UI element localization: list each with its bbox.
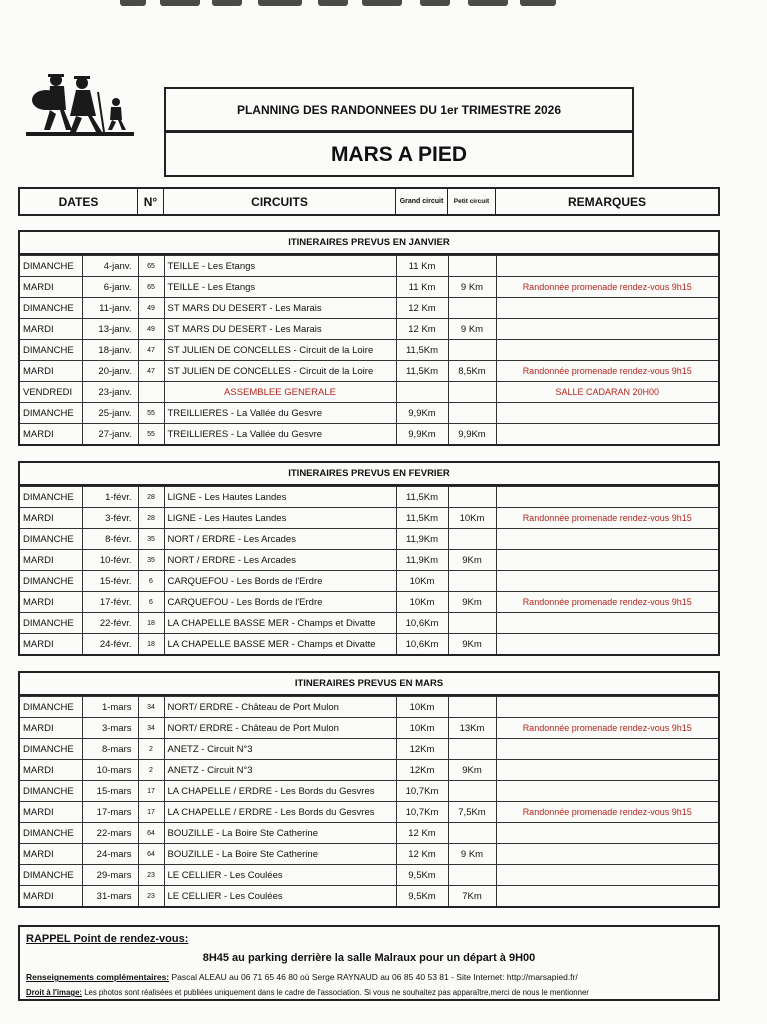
cell-petit-circuit	[448, 571, 496, 592]
table-row	[20, 403, 718, 424]
planning-title: PLANNING DES RANDONNEES DU 1er TRIMESTRE 2026	[164, 87, 634, 132]
table-row	[20, 760, 718, 781]
cell-circuit: CARQUEFOU - Les Bords de l'Erdre	[164, 592, 396, 613]
section-title: ITINERAIRES PREVUS EN JANVIER	[20, 232, 718, 255]
cell-day: DIMANCHE	[20, 781, 82, 802]
cell-circuit-number: 64	[138, 844, 164, 865]
cell-petit-circuit	[448, 256, 496, 277]
cell-grand-circuit: 11,5Km	[396, 340, 448, 361]
cell-remarque	[496, 298, 718, 319]
cell-date: 1-févr.	[82, 487, 138, 508]
table-row	[20, 802, 718, 823]
cell-day: DIMANCHE	[20, 697, 82, 718]
cell-circuit: TREILLIERES - La Vallée du Gesvre	[164, 403, 396, 424]
cell-petit-circuit: 9 Km	[448, 844, 496, 865]
cell-circuit: LA CHAPELLE / ERDRE - Les Bords du Gesvres	[164, 781, 396, 802]
cell-circuit-number: 18	[138, 613, 164, 634]
cell-grand-circuit: 9,9Km	[396, 424, 448, 445]
section-title: ITINERAIRES PREVUS EN FEVRIER	[20, 463, 718, 486]
cell-grand-circuit: 12 Km	[396, 844, 448, 865]
table-row	[20, 718, 718, 739]
cell-remarque: Randonnée promenade rendez-vous 9h15	[496, 508, 718, 529]
cell-petit-circuit: 13Km	[448, 718, 496, 739]
cell-grand-circuit: 11 Km	[396, 277, 448, 298]
cell-remarque: Randonnée promenade rendez-vous 9h15	[496, 802, 718, 823]
table-row	[20, 571, 718, 592]
cell-date: 13-janv.	[82, 319, 138, 340]
cell-petit-circuit: 9 Km	[448, 277, 496, 298]
cell-day: DIMANCHE	[20, 739, 82, 760]
cell-circuit-number: 23	[138, 886, 164, 907]
cell-remarque	[496, 256, 718, 277]
cell-circuit-number: 55	[138, 424, 164, 445]
cell-circuit: TEILLE - Les Etangs	[164, 256, 396, 277]
cell-date: 27-janv.	[82, 424, 138, 445]
cell-day: DIMANCHE	[20, 340, 82, 361]
col-petit-circuit: Petit circuit	[448, 189, 496, 214]
cell-day: MARDI	[20, 760, 82, 781]
cell-circuit: NORT / ERDRE - Les Arcades	[164, 550, 396, 571]
cell-remarque	[496, 319, 718, 340]
hikers-logo-icon	[26, 70, 134, 140]
cell-grand-circuit: 11,5Km	[396, 361, 448, 382]
cell-circuit-number: 2	[138, 739, 164, 760]
cell-remarque: Randonnée promenade rendez-vous 9h15	[496, 718, 718, 739]
cell-date: 3-févr.	[82, 508, 138, 529]
cell-grand-circuit: 10,7Km	[396, 781, 448, 802]
cell-circuit: BOUZILLE - La Boire Ste Catherine	[164, 823, 396, 844]
cell-circuit-number: 28	[138, 508, 164, 529]
table-row	[20, 823, 718, 844]
cell-grand-circuit: 11 Km	[396, 256, 448, 277]
cell-petit-circuit	[448, 487, 496, 508]
cell-petit-circuit: 9Km	[448, 760, 496, 781]
table-row	[20, 424, 718, 445]
cell-date: 17-mars	[82, 802, 138, 823]
cell-grand-circuit: 11,5Km	[396, 487, 448, 508]
cell-day: MARDI	[20, 634, 82, 655]
cell-circuit: LE CELLIER - Les Coulées	[164, 886, 396, 907]
cell-circuit-number: 49	[138, 319, 164, 340]
table-row	[20, 592, 718, 613]
cell-petit-circuit	[448, 697, 496, 718]
cell-date: 24-mars	[82, 844, 138, 865]
table-row	[20, 298, 718, 319]
cell-day: MARDI	[20, 361, 82, 382]
rights-label: Droit à l'image:	[26, 988, 83, 997]
section-mars	[18, 671, 720, 908]
cell-circuit: TREILLIERES - La Vallée du Gesvre	[164, 424, 396, 445]
cell-petit-circuit: 9Km	[448, 550, 496, 571]
cell-day: DIMANCHE	[20, 571, 82, 592]
table-row	[20, 781, 718, 802]
rights-text: Les photos sont réalisées et publiées uniquement dans le cadre de l'association. Si vous ne souhaitez pas apparaître,merci de nous le mentionner	[84, 988, 589, 997]
cell-date: 15-mars	[82, 781, 138, 802]
cell-grand-circuit: 10Km	[396, 592, 448, 613]
cell-date: 22-févr.	[82, 613, 138, 634]
cell-circuit: TEILLE - Les Etangs	[164, 277, 396, 298]
cell-grand-circuit: 10,6Km	[396, 634, 448, 655]
cell-petit-circuit: 10Km	[448, 508, 496, 529]
cell-petit-circuit	[448, 529, 496, 550]
cell-remarque: Randonnée promenade rendez-vous 9h15	[496, 592, 718, 613]
cell-remarque	[496, 634, 718, 655]
image-rights	[26, 988, 589, 997]
cell-remarque	[496, 739, 718, 760]
cell-circuit-number: 47	[138, 340, 164, 361]
cell-circuit: ANETZ - Circuit N°3	[164, 739, 396, 760]
col-circuits: CIRCUITS	[164, 189, 396, 214]
meeting-point: 8H45 au parking derrière la salle Malraux pour un départ à 9H00	[202, 952, 536, 964]
cell-date: 24-févr.	[82, 634, 138, 655]
cell-day: VENDREDI	[20, 382, 82, 403]
cell-circuit: LIGNE - Les Hautes Landes	[164, 508, 396, 529]
club-name: MARS A PIED	[164, 131, 634, 177]
cell-remarque: SALLE CADARAN 20H00	[496, 382, 718, 403]
cell-petit-circuit	[448, 823, 496, 844]
cell-day: MARDI	[20, 424, 82, 445]
cell-remarque	[496, 697, 718, 718]
cell-grand-circuit: 11,9Km	[396, 529, 448, 550]
cell-remarque	[496, 550, 718, 571]
table-row	[20, 508, 718, 529]
cell-circuit: BOUZILLE - La Boire Ste Catherine	[164, 844, 396, 865]
table-row	[20, 277, 718, 298]
cell-date: 6-janv.	[82, 277, 138, 298]
cell-remarque	[496, 823, 718, 844]
cell-remarque	[496, 886, 718, 907]
cell-remarque: Randonnée promenade rendez-vous 9h15	[496, 277, 718, 298]
cell-grand-circuit: 12Km	[396, 760, 448, 781]
table-row	[20, 697, 718, 718]
cell-circuit-number: 17	[138, 802, 164, 823]
cell-circuit-number: 64	[138, 823, 164, 844]
section-fevrier	[18, 461, 720, 656]
cell-date: 1-mars	[82, 697, 138, 718]
cell-circuit: LA CHAPELLE BASSE MER - Champs et Divatte	[164, 634, 396, 655]
cell-circuit: ST JULIEN DE CONCELLES - Circuit de la Loire	[164, 361, 396, 382]
cell-day: DIMANCHE	[20, 298, 82, 319]
cell-remarque	[496, 424, 718, 445]
cell-petit-circuit: 8,5Km	[448, 361, 496, 382]
cell-remarque	[496, 340, 718, 361]
cell-date: 11-janv.	[82, 298, 138, 319]
table-row	[20, 361, 718, 382]
cell-circuit-number: 35	[138, 529, 164, 550]
table-row	[20, 487, 718, 508]
cell-date: 17-févr.	[82, 592, 138, 613]
cell-petit-circuit	[448, 340, 496, 361]
cell-remarque	[496, 613, 718, 634]
cell-circuit: LE CELLIER - Les Coulées	[164, 865, 396, 886]
cell-remarque	[496, 760, 718, 781]
cell-grand-circuit: 10,6Km	[396, 613, 448, 634]
cell-petit-circuit	[448, 382, 496, 403]
cell-circuit-number: 2	[138, 760, 164, 781]
cell-grand-circuit: 12Km	[396, 739, 448, 760]
cell-day: MARDI	[20, 802, 82, 823]
cell-circuit: LIGNE - Les Hautes Landes	[164, 487, 396, 508]
cell-circuit: CARQUEFOU - Les Bords de l'Erdre	[164, 571, 396, 592]
info-label: Renseignements complémentaires:	[26, 972, 170, 982]
cell-petit-circuit: 9,9Km	[448, 424, 496, 445]
cell-circuit: ST MARS DU DESERT - Les Marais	[164, 319, 396, 340]
contact-info	[26, 972, 578, 982]
cell-date: 3-mars	[82, 718, 138, 739]
table-row	[20, 529, 718, 550]
col-remarques: REMARQUES	[567, 194, 646, 209]
cell-petit-circuit: 7Km	[448, 886, 496, 907]
cell-circuit: ANETZ - Circuit N°3	[164, 760, 396, 781]
column-header-bar	[18, 187, 720, 216]
cell-grand-circuit: 10Km	[396, 718, 448, 739]
cell-circuit-number: 34	[138, 718, 164, 739]
cell-circuit: NORT/ ERDRE - Château de Port Mulon	[164, 718, 396, 739]
cell-circuit-number: 49	[138, 298, 164, 319]
cell-date: 8-févr.	[82, 529, 138, 550]
cell-petit-circuit	[448, 298, 496, 319]
schedule-table	[20, 486, 718, 654]
cell-date: 22-mars	[82, 823, 138, 844]
cell-date: 10-mars	[82, 760, 138, 781]
cell-petit-circuit	[448, 403, 496, 424]
cell-date: 10-févr.	[82, 550, 138, 571]
cell-circuit-number: 17	[138, 781, 164, 802]
cell-petit-circuit: 7,5Km	[448, 802, 496, 823]
cell-circuit: NORT / ERDRE - Les Arcades	[164, 529, 396, 550]
section-title: ITINERAIRES PREVUS EN MARS	[20, 673, 718, 696]
cell-day: MARDI	[20, 550, 82, 571]
schedule-table	[20, 255, 718, 444]
table-row	[20, 844, 718, 865]
cell-circuit: NORT/ ERDRE - Château de Port Mulon	[164, 697, 396, 718]
cell-day: DIMANCHE	[20, 487, 82, 508]
col-dates: DATES	[20, 189, 138, 214]
col-grand-circuit: Grand circuit	[396, 189, 448, 214]
cell-day: MARDI	[20, 592, 82, 613]
cell-remarque: Randonnée promenade rendez-vous 9h15	[496, 361, 718, 382]
cell-circuit-number: 23	[138, 865, 164, 886]
table-row	[20, 634, 718, 655]
cell-day: MARDI	[20, 277, 82, 298]
cell-day: MARDI	[20, 508, 82, 529]
cell-circuit-number: 55	[138, 403, 164, 424]
cell-grand-circuit: 9,5Km	[396, 886, 448, 907]
cell-grand-circuit: 10,7Km	[396, 802, 448, 823]
cell-circuit: LA CHAPELLE BASSE MER - Champs et Divatte	[164, 613, 396, 634]
cell-remarque	[496, 487, 718, 508]
cell-grand-circuit: 10Km	[396, 697, 448, 718]
table-row	[20, 739, 718, 760]
cell-remarque	[496, 529, 718, 550]
cell-circuit-number: 47	[138, 361, 164, 382]
cell-grand-circuit: 10Km	[396, 571, 448, 592]
cell-date: 23-janv.	[82, 382, 138, 403]
cell-grand-circuit: 12 Km	[396, 319, 448, 340]
col-num: N°	[138, 189, 164, 214]
cell-remarque	[496, 781, 718, 802]
cell-day: DIMANCHE	[20, 403, 82, 424]
cell-grand-circuit: 9,9Km	[396, 403, 448, 424]
cell-circuit: LA CHAPELLE / ERDRE - Les Bords du Gesvres	[164, 802, 396, 823]
cell-circuit-number: 28	[138, 487, 164, 508]
cell-circuit-number	[138, 382, 164, 403]
table-row	[20, 340, 718, 361]
cell-grand-circuit: 12 Km	[396, 823, 448, 844]
cell-circuit-number: 6	[138, 571, 164, 592]
cell-date: 20-janv.	[82, 361, 138, 382]
cell-circuit-number: 35	[138, 550, 164, 571]
cell-day: DIMANCHE	[20, 865, 82, 886]
cell-petit-circuit	[448, 739, 496, 760]
cell-date: 8-mars	[82, 739, 138, 760]
cell-date: 25-janv.	[82, 403, 138, 424]
cell-circuit-number: 65	[138, 256, 164, 277]
cell-date: 4-janv.	[82, 256, 138, 277]
cell-grand-circuit	[396, 382, 448, 403]
cell-circuit: ST JULIEN DE CONCELLES - Circuit de la Loire	[164, 340, 396, 361]
cell-circuit-number: 18	[138, 634, 164, 655]
cell-remarque	[496, 571, 718, 592]
cell-day: DIMANCHE	[20, 823, 82, 844]
cell-circuit-number: 34	[138, 697, 164, 718]
cell-day: MARDI	[20, 886, 82, 907]
cell-circuit-number: 65	[138, 277, 164, 298]
section-janvier	[18, 230, 720, 446]
table-row	[20, 613, 718, 634]
cell-date: 31-mars	[82, 886, 138, 907]
table-row	[20, 382, 718, 403]
cell-circuit-number: 6	[138, 592, 164, 613]
cell-day: DIMANCHE	[20, 529, 82, 550]
schedule-table	[20, 696, 718, 906]
cell-petit-circuit: 9Km	[448, 592, 496, 613]
cell-date: 18-janv.	[82, 340, 138, 361]
cell-petit-circuit	[448, 865, 496, 886]
rappel-heading: RAPPEL Point de rendez-vous:	[26, 933, 189, 945]
cell-grand-circuit: 9,5Km	[396, 865, 448, 886]
table-row	[20, 865, 718, 886]
table-row	[20, 256, 718, 277]
cell-day: DIMANCHE	[20, 256, 82, 277]
cell-day: MARDI	[20, 718, 82, 739]
cell-remarque	[496, 865, 718, 886]
cell-remarque	[496, 403, 718, 424]
cell-day: MARDI	[20, 844, 82, 865]
table-row	[20, 886, 718, 907]
cell-date: 15-févr.	[82, 571, 138, 592]
footer-info	[18, 925, 720, 1001]
cell-day: DIMANCHE	[20, 613, 82, 634]
top-cropped-text	[0, 0, 767, 10]
cell-petit-circuit: 9Km	[448, 634, 496, 655]
cell-remarque	[496, 844, 718, 865]
cell-circuit: ST MARS DU DESERT - Les Marais	[164, 298, 396, 319]
cell-petit-circuit: 9 Km	[448, 319, 496, 340]
info-text: Pascal ALEAU au 06 71 65 46 80 où Serge RAYNAUD au 06 85 40 53 81 - Site Internet: http://marsapied.fr/	[171, 972, 578, 982]
cell-grand-circuit: 12 Km	[396, 298, 448, 319]
cell-petit-circuit	[448, 613, 496, 634]
table-row	[20, 319, 718, 340]
cell-date: 29-mars	[82, 865, 138, 886]
cell-grand-circuit: 11,9Km	[396, 550, 448, 571]
cell-petit-circuit	[448, 781, 496, 802]
cell-circuit: ASSEMBLEE GENERALE	[164, 382, 396, 403]
table-row	[20, 550, 718, 571]
cell-grand-circuit: 11,5Km	[396, 508, 448, 529]
cell-day: MARDI	[20, 319, 82, 340]
